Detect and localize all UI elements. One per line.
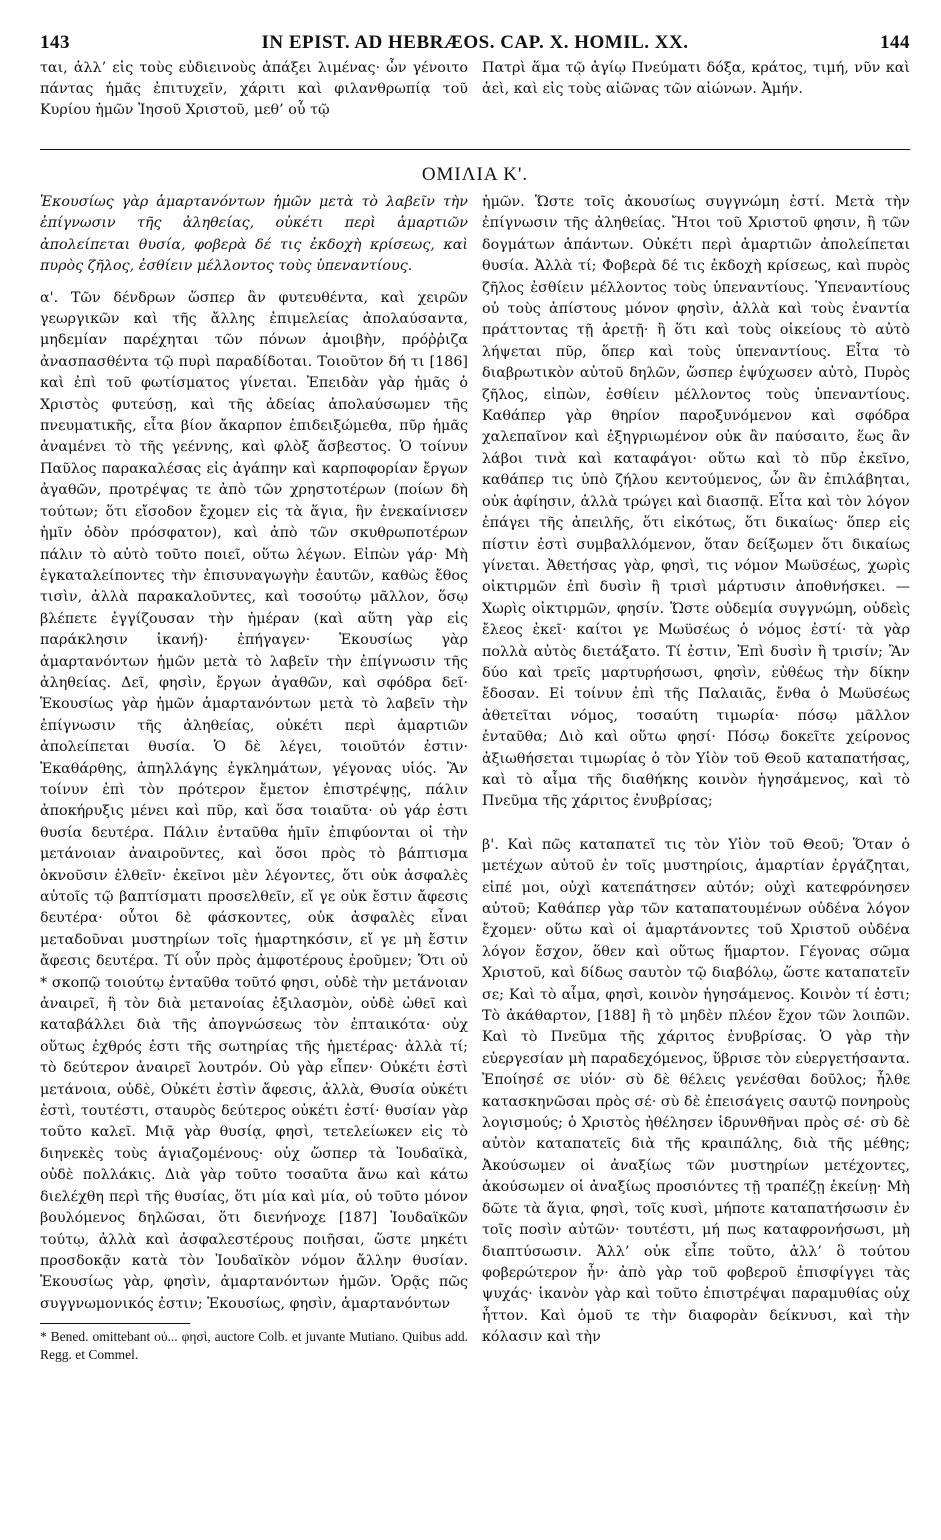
running-title: IN EPIST. AD HEBRÆOS. CAP. X. HOMIL. XX. xyxy=(261,32,689,53)
top-left-text: ται, ἀλλ’ εἰς τοὺς εὐδιεινοὺς ἀπάξει λιμένας· ὧν γένοιτο πάντας ἡμᾶς ἐπιτυχεῖν, χάριτι καὶ φιλανθρωπίᾳ τοῦ Κυρίου ἡμῶν Ἰησοῦ Χριστοῦ, μεθ’ οὗ τῷ xyxy=(40,60,468,118)
running-head xyxy=(40,32,910,54)
left-column xyxy=(40,192,468,1364)
homily-title: ΟΜΙΛΙΑ Κ'. xyxy=(421,164,529,185)
footnote-rule xyxy=(40,1323,190,1324)
scripture-lemma: Ἑκουσίως γὰρ ἁμαρτανόντων ἡμῶν μετὰ τὸ λαβεῖν τὴν ἐπίγνωσιν τῆς ἀληθείας, οὐκέτι περὶ ἁμαρτιῶν ἀπολείπεται θυσία, φοβερὰ δέ τις ἐκδοχὴ κρίσεως, καὶ πυρὸς ζῆλος, ἐσθίειν μέλλοντος τοὺς ὑπεναντίους. xyxy=(40,194,468,275)
right-column xyxy=(482,192,910,1364)
homily-body xyxy=(40,192,910,1364)
top-right-text: Πατρὶ ἅμα τῷ ἁγίῳ Πνεύματι δόξα, κράτος, τιμή, νῦν καὶ ἀεὶ, καὶ εἰς τοὺς αἰῶνας τῶν αἰώνων. Ἀμήν. xyxy=(482,60,910,97)
page-number-right: 144 xyxy=(880,32,910,53)
page-number-left: 143 xyxy=(40,32,70,53)
page xyxy=(40,32,910,1364)
right-column-text-a: ἡμῶν. Ὥστε τοῖς ἀκουσίως συγγνώμη ἐστί. Μετὰ τὴν ἐπίγνωσιν τῆς ἀληθείας. Ἤτοι τοῦ Χριστοῦ φησιν, ἢ τῶν δογμάτων ἁπάντων. Οὐκέτι περὶ ἁμαρτιῶν ἀπολείπεται θυσία. Ἀλλὰ τί; Φοβερὰ δέ τις ἐκδοχὴ κρίσεως, καὶ πυρὸς ζῆλος ἐσθίειν μέλλοντος τοὺς ὑπεναντίους. Ὑπεναντίους οὐ τοὺς ἀπίστους μόνον φησὶν, ἀλλὰ καὶ τοὺς ἐναντία πράττοντας τῇ ἀρετῇ· ἢ ὅτι καὶ τοὺς οἰκείους τὸ αὐτὸ λήψεται πῦρ, ὅπερ καὶ τοὺς ὑπεναντίους. Εἶτα τὸ διαβρωτικὸν αὐτοῦ δηλῶν, ὥσπερ ἐψύχωσεν αὐτὸ, Πυρὸς ζῆλος, εἰπὼν, ἐσθίειν μέλλοντος τοὺς ὑπεναντίους. Καθάπερ γὰρ θηρίον παροξυνόμενον καὶ σφόδρα χαλεπαῖνον καὶ ἐξηγριωμένον οὐκ ἂν παύσαιτο, ἕως ἂν λάβοι τινὰ καὶ καταφάγοι· οὕτω καὶ τὸ πῦρ ἐκεῖνο, καθάπερ τις ὑπὸ ζήλου κεντούμενος, ὧν ἂν ἐπιλάβηται, οὐκ ἀφίησιν, ἀλλὰ τρώγει καὶ διασπᾷ. Εἶτα καὶ τὸν λόγον ἐπάγει τῆς ἀπειλῆς, ὅτι εἰκότως, ὅτι δικαίως· ὅπερ εἰς πίστιν ἐστὶ συμβαλλόμενον, ὅταν δείξωμεν ὅτι δικαίως γίνεται. Ἀθετήσας γὰρ, φησὶ, τις νόμον Μωϋσέως, χωρὶς οἰκτιρμῶν ἐπὶ δυσὶν ἢ τρισὶ μάρτυσιν ἀποθνήσκει. — Χωρὶς οἰκτιρμῶν, φησίν. Ὥστε οὐδεμία συγγνώμη, οὐδεὶς ἔλεος ἐκεῖ· καίτοι γε Μωϋσέως ὁ νόμος ἐστί· τὰ γὰρ πολλὰ αὐτὸς διετάξατο. Τί ἐστιν, Ἐπὶ δυσὶν ἢ τρισίν; Ἂν δύο καὶ τρεῖς μαρτυρήσωσι, φησὶν, εὐθέως τὴν δίκην ἔδοσαν. Εἰ τοίνυν ἐπὶ τῆς Παλαιᾶς, ἔνθα ὁ Μωϋσέως ἀθετεῖται νόμος, τοσαύτη τιμωρία· πόσῳ μᾶλλον ἐνταῦθα; Διὸ καὶ οὕτω φησί· Πόσῳ δοκεῖτε χείρονος ἀξιωθήσεται τιμωρίας ὁ τὸν Υἱὸν τοῦ Θεοῦ καταπατήσας, καὶ τὸ αἷμα τῆς διαθήκης κοινὸν ἡγησάμενος, καὶ τὸ Πνεῦμα τῆς χάριτος ἐνυβρίσας; xyxy=(482,194,910,810)
left-column-text: α'. Τῶν δένδρων ὥσπερ ἂν φυτευθέντα, καὶ χειρῶν γεωργικῶν καὶ τῆς ἄλλης ἐπιμελείας ἀπολαύσαντα, μηδεμίαν παρέχηται τῶν πόνων ἀμοιβὴν, πρόῤῥιζα ἀνασπασθέντα τῷ πυρὶ παραδίδοται. Τοιοῦτον δή τι [186] καὶ ἐπὶ τοῦ φωτίσματος γίνεται. Ἐπειδὰν γὰρ ἡμᾶς ὁ Χριστὸς φυτεύσῃ, καὶ τῆς ἀδείας ἀπολαύσωμεν τῆς πνευματικῆς, εἶτα βίον ἄκαρπον ἐπιδειξώμεθα, πῦρ ἡμᾶς ἀναμένει τὸ τῆς γεέννης, καὶ φλὸξ ἄσβεστος. Ὁ τοίνυν Παῦλος παρακαλέσας εἰς ἀγάπην καὶ καρποφορίαν ἔργων ἀγαθῶν, προτρέψας τε ἀπὸ τῶν χρηστοτέρων (ποίων δὴ τούτων; ὅτι εἴσοδον ἔχομεν εἰς τὰ ἅγια, ἣν ἐνεκαίνισεν ἡμῖν ὁδὸν πρόσφατον), καὶ ἀπὸ τῶν σκυθρωποτέρων πάλιν τὸ αὐτὸ τοῦτο ποιεῖ, οὕτω λέγων. Εἰπὼν γάρ· Μὴ ἐγκαταλείποντες τὴν ἐπισυναγωγὴν ἑαυτῶν, καθὼς ἔθος τισὶν, ἀλλὰ παρακαλοῦντες, καὶ τοσούτῳ μᾶλλον, ὅσῳ βλέπετε ἐγγίζουσαν τὴν ἡμέραν (καὶ αὕτη γὰρ εἰς παράκλησιν ἱκανή)· ἐπήγαγεν· Ἑκουσίως γὰρ ἁμαρτανόντων ἡμῶν μετὰ τὸ λαβεῖν τὴν ἐπίγνωσιν τῆς ἀληθείας. Δεῖ, φησὶν, ἔργων ἀγαθῶν, καὶ σφόδρα δεῖ· Ἑκουσίως γὰρ ἡμῶν ἁμαρτανόντων μετὰ τὸ λαβεῖν τὴν ἐπίγνωσιν τῆς ἀληθείας, οὐκέτι περὶ ἁμαρτιῶν ἀπολείπεται θυσία. Ὁ δὲ λέγει, τοιοῦτόν ἐστιν· Ἐκαθάρθης, ἀπηλλάγης ἐγκλημάτων, γέγονας υἱός. Ἂν τοίνυν ἐπὶ τὸν πρότερον ἔμετον ἐπιστρέψῃς, πάλιν ἀποκήρυξις μένει καὶ πῦρ, καὶ ὅσα τοιαῦτα· οὐ γάρ ἐστι θυσία δευτέρα. Πάλιν ἐνταῦθα ἡμῖν ἐπιφύονται οἱ τὴν μετάνοιαν ἀναιροῦντες, καὶ ὅσοι πρὸς τὸ βάπτισμα ὀκνοῦσιν ἐλθεῖν· ἐκεῖνοι μὲν λέγοντες, ὅτι οὐκ ἀσφαλὲς αὐτοῖς τῷ βαπτίσματι προσελθεῖν, εἴ γε οὐκ ἔστιν ἄφεσις δευτέρα· οὗτοι δὲ φάσκοντες, οὐκ ἀσφαλὲς εἶναι μεταδοῦναι μυστηρίων τοῖς ἡμαρτηκόσιν, εἴ γε μὴ ἔστιν ἄφεσις δευτέρα. Τί οὖν πρὸς ἀμφοτέρους ἐροῦμεν; Ὅτι οὐ * σκοπῷ τοιούτῳ ἐνταῦθα τοῦτό φησι, οὐδὲ τὴν μετάνοιαν ἀναιρεῖ, ἢ τὸν διὰ μετανοίας ἐξιλασμὸν, οὐδὲ ὠθεῖ καὶ καταβάλλει διὰ τῆς ἀπογνώσεως τὸν ἐπταικότα· οὐχ οὕτως ἐχθρός ἐστι τῆς σωτηρίας τῆς ἡμετέρας· ἀλλὰ τί; τὸ δεύτερον ἀναιρεῖ λουτρόν. Οὐ γὰρ εἶπεν· Οὐκέτι ἐστὶ μετάνοια, οὐδὲ, Οὐκέτι ἐστὶν ἄφεσις, ἀλλὰ, Θυσία οὐκέτι ἐστὶ, τουτέστι, σταυρὸς δεύτερος οὐκέτι ἐστί· θυσίαν γὰρ τοῦτο καλεῖ. Μιᾷ γὰρ θυσίᾳ, φησὶ, τετελείωκεν εἰς τὸ διηνεκὲς τοὺς ἁγιαζομένους· οὐχ ὥσπερ τὰ Ἰουδαϊκὰ, οὐδὲ πολλάκις. Διὰ γὰρ τοῦτο τοσαῦτα ἄνω καὶ κάτω διελέχθη περὶ τῆς θυσίας, ὅτι μία καὶ μία, οὐ τοῦτο μόνον βουλόμενος δηλῶσαι, ὅτι διενήνοχε [187] Ἰουδαϊκῶν τούτῳ, ἀλλὰ καὶ ἀσφαλεστέρους ποιῆσαι, ὥστε μηκέτι προσδοκᾷν κατὰ τὸν Ἰουδαϊκὸν νόμον ἄλλην θυσίαν. Ἑκουσίως γὰρ, φησὶν, ἁμαρτανόντων ἡμῶν. Ὁρᾷς πῶς συγγνωμονικός ἐστιν; Ἑκουσίως, φησὶν, ἁμαρτανόντων xyxy=(40,289,468,1312)
section-divider xyxy=(40,149,910,150)
previous-homily-ending xyxy=(40,58,910,121)
footnote: * Bened. omittebant οὐ... φησὶ, auctore Colb. et juvante Mutiano. Quibus add. Regg. et Commel. xyxy=(40,1329,468,1363)
right-column-text-b: β'. Καὶ πῶς καταπατεῖ τις τὸν Υἱὸν τοῦ Θεοῦ; Ὅταν ὁ μετέχων αὐτοῦ ἐν τοῖς μυστηρίοις, ἁμαρτίαν ἐργάζηται, εἰπέ μοι, οὐχὶ κατεπάτησεν αὐτόν; οὐχὶ κατεφρόνησεν αὐτοῦ; Καθάπερ γὰρ τῶν καταπατουμένων οὐδένα λόγον ἔχομεν· οὕτω καὶ οἱ ἁμαρτάνοντες τοῦ Χριστοῦ οὐδένα λόγον ἔσχον, ὅθεν καὶ οὕτως ἥμαρτον. Γέγονας σῶμα Χριστοῦ, καὶ δίδως σαυτὸν τῷ διαβόλῳ, ὥστε καταπατεῖν σε; Καὶ τὸ αἷμα, φησὶ, κοινὸν ἡγησάμενος. Κοινὸν τί ἐστι; Τὸ ἀκάθαρτον, [188] ἢ τὸ μηδὲν πλέον ἔχον τῶν λοιπῶν. Καὶ τὸ Πνεῦμα τῆς χάριτος ἐνυβρίσας. Ὁ γὰρ τὴν εὐεργεσίαν μὴ παραδεχόμενος, ὕβρισε τὸν εὐεργετήσαντα. Ἐποίησέ σε υἱόν· σὺ δὲ θέλεις γενέσθαι δοῦλος; ἦλθε κατασκηνῶσαι πρὸς σέ· σὺ δὲ ἐπεισάγεις σαυτῷ πονηροὺς λογισμούς; ὁ Χριστὸς ἠθέλησεν ἱδρυνθῆναι πρὸς σέ· σὺ δὲ αὐτὸν καταπατεῖς διὰ τῆς κραιπάλης, διὰ τῆς μέθης; Ἀκούσωμεν οἱ ἀναξίως τῶν μυστηρίων μετέχοντες, ἀκούσωμεν οἱ ἀναξίως προσιόντες τῇ τραπέζῃ ἐκείνῃ· Μὴ δῶτε τὰ ἅγια, φησὶ, τοῖς κυσὶ, μήποτε καταπατήσωσιν ἐν τοῖς ποσὶν αὐτῶν· τουτέστι, μή πως καταφρονήσωσι, μὴ διαπτύσωσιν. Ἀλλ’ οὐκ εἶπε τοῦτο, ἀλλ’ ὃ τούτου φοβερώτερον ἦν· ἀπὸ γὰρ τοῦ φοβεροῦ ἐπισφίγγει τὰς ψυχάς· ἱκανὸν γὰρ καὶ τοῦτο ἐπιστρέψαι παραμυθίας οὐχ ἧττον. Καὶ ὁμοῦ τε τὴν διαφορὰν δείκνυσι, καὶ τὴν κόλασιν καὶ τὴν xyxy=(482,836,910,1346)
